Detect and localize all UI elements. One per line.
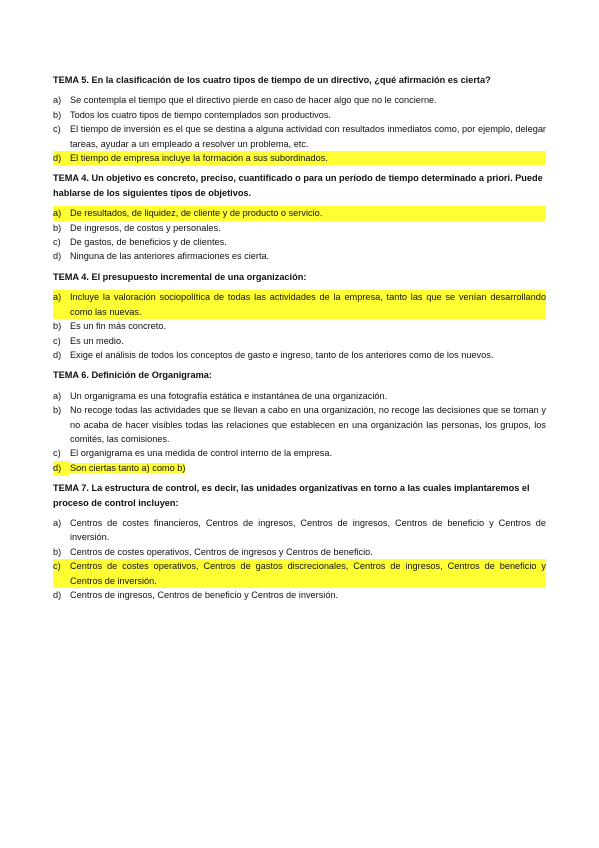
option-letter: a) (53, 390, 62, 401)
option-a (53, 516, 546, 545)
option-c (53, 446, 546, 460)
option-c (53, 334, 546, 348)
option-c (53, 235, 546, 249)
option-text: Es un medio. (70, 335, 124, 346)
option-a-highlighted-answer (53, 290, 546, 319)
option-letter: b) (53, 546, 62, 557)
option-letter: a) (53, 208, 62, 219)
option-text: Todos los cuatro tipos de tiempo contemplados son productivos. (70, 109, 331, 120)
option-d-highlighted-answer (53, 461, 546, 475)
question-tema6-organigrama (53, 368, 546, 475)
question-title: TEMA 4. Un objetivo es concreto, preciso, cuantificado o para un período de tiempo determinado a priori. Puede hablarse de los siguientes tipos de objetivos. (53, 173, 543, 198)
option-b (53, 108, 546, 122)
option-text: El tiempo de inversión es el que se destina a alguna actividad con resultados inmediatos como, por ejemplo, delegar tareas, ayudar a un empleado a resolver un problema, etc. (70, 124, 546, 149)
option-text: Centros de costes financieros, Centros de ingresos, Centros de ingresos, Centros de beneficio y Centros de inversión. (70, 517, 546, 543)
option-text: Es un fin más concreto. (70, 321, 167, 332)
option-d (53, 588, 546, 602)
option-text: El organigrama es una medida de control interno de la empresa. (70, 448, 332, 459)
option-a (53, 389, 546, 403)
question-tema4-presupuesto (53, 270, 546, 362)
option-letter: c) (53, 237, 61, 248)
option-letter: d) (53, 590, 62, 600)
option-a-highlighted-answer (53, 206, 546, 220)
option-d (53, 348, 546, 362)
option-text: El tiempo de empresa incluye la formación a sus subordinados. (70, 153, 328, 164)
question-tema5-tiempo (53, 73, 546, 165)
option-letter: b) (53, 222, 62, 233)
question-title: TEMA 7. La estructura de control, es decir, las unidades organizativas en torno a las cuales implantaremos el proceso de control incluyen: (53, 483, 530, 508)
option-text: Un organigrama es una fotografía estática e instantánea de una organización. (70, 390, 388, 401)
option-text: De resultados, de liquidez, de cliente y de producto o servicio. (70, 208, 323, 219)
option-text: Exige el análisis de todos los conceptos de gasto e ingreso, tanto de los anteriores como de los nuevos. (70, 349, 494, 360)
option-text: Centros de ingresos, Centros de beneficio y Centros de inversión. (70, 590, 339, 600)
option-c (53, 122, 546, 151)
highlighted-text: Son ciertas tanto a) como b) (70, 462, 186, 473)
option-letter: d) (53, 251, 62, 262)
option-letter: c) (53, 335, 61, 346)
option-a (53, 93, 546, 107)
option-text: De gastos, de beneficios y de clientes. (70, 237, 227, 248)
option-letter: a) (53, 95, 62, 106)
question-title: TEMA 5. En la clasificación de los cuatro tipos de tiempo de un directivo, ¿qué afirmación es cierta? (53, 75, 491, 85)
option-b (53, 545, 546, 559)
question-tema4-objetivos (53, 171, 546, 263)
option-text: Incluye la valoración sociopolítica de todas las actividades de la empresa, tanto las que se venían desarrollando como las nuevas. (70, 292, 546, 317)
option-text: Centros de costes operativos, Centros de ingresos y Centros de beneficio. (70, 546, 373, 557)
question-tema7-estructura-control (53, 481, 546, 602)
option-text: Ninguna de las anteriores afirmaciones es cierta. (70, 251, 270, 262)
option-letter: d) (53, 349, 62, 360)
question-title: TEMA 4. El presupuesto incremental de una organización: (53, 271, 307, 282)
option-letter: c) (53, 448, 61, 459)
option-b (53, 221, 546, 235)
option-d (53, 249, 546, 263)
option-letter: b) (53, 405, 62, 416)
document-page (53, 73, 546, 608)
option-text: No recoge todas las actividades que se llevan a cabo en una organización, no recoge las decisiones que se toman y no acaba de hacer visibles todas las relaciones que establecen en una organización las personas, los grupos, los comités, las comisiones. (70, 405, 546, 444)
option-text: De ingresos, de costos y personales. (70, 222, 221, 233)
option-letter: c) (53, 124, 61, 135)
option-b (53, 403, 546, 446)
option-text (70, 461, 546, 475)
option-letter: b) (53, 321, 62, 332)
option-letter: a) (53, 292, 62, 303)
option-letter: c) (53, 561, 61, 572)
question-title: TEMA 6. Definición de Organigrama: (53, 370, 212, 381)
option-c-highlighted-answer (53, 559, 546, 588)
option-letter: a) (53, 517, 62, 528)
option-d-highlighted-answer (53, 151, 546, 165)
option-letter: d) (53, 461, 70, 475)
option-letter: b) (53, 109, 62, 120)
option-letter: d) (53, 153, 62, 164)
option-text: Se contempla el tiempo que el directivo pierde en caso de hacer algo que no le concierne. (70, 95, 437, 106)
option-b (53, 319, 546, 333)
option-text: Centros de costes operativos, Centros de gastos discrecionales, Centros de ingresos, Centros de beneficio y Centros de inversión. (70, 561, 546, 586)
